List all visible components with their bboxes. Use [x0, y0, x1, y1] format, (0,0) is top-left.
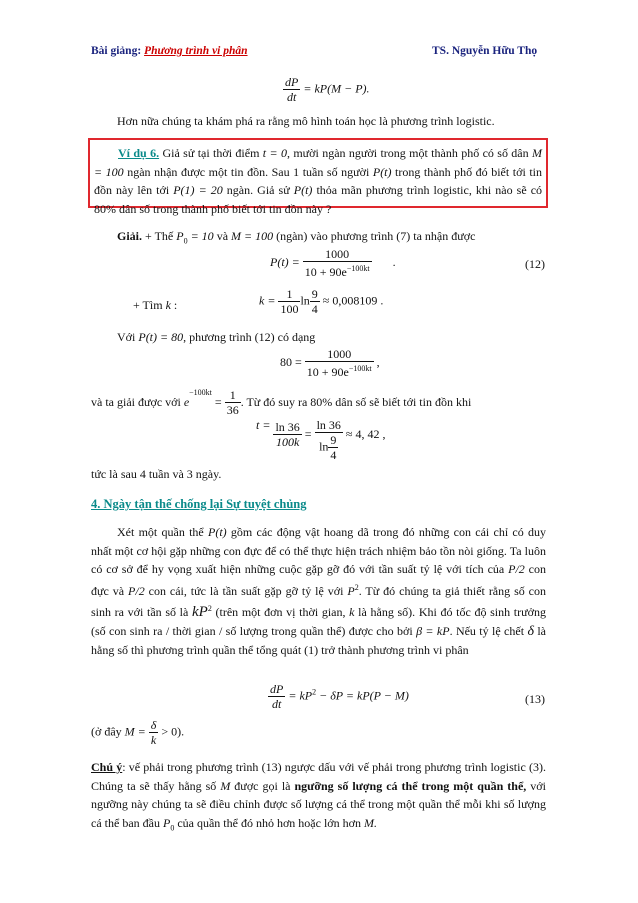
find-k-label: + Tìm k :	[133, 298, 178, 312]
header-course: Bài giảng: Phương trình vi phân	[91, 45, 248, 57]
with-text: Với P(t) = 80, phương trình (12) có dạng	[117, 330, 316, 344]
example-box	[88, 138, 548, 216]
equation-80: 80 = $\frac{1000}{10 + 90e^{-100kt}}$ ,	[280, 347, 380, 379]
equation-k: k = $\frac{1}{100}$ ln $\frac{9}{4}$ ≈ 0,008109 .	[259, 287, 384, 316]
population-paragraph: Xét một quần thể P(t) gồm các động vật hoang dã trong đó những con cái chỉ có duy nhất một cơ hội gặp những con đực để có thể thực hiện trách nhiệm bảo tồn nòi giống. Ta luôn có cơ sở để hy vọng xuất hiện những cuộc gặp gỡ đó với tần suất tỷ lệ với tích của P/2 con đực và P/2 con cái, tức là tần suất gặp gỡ tỷ lệ với $P^2$. Từ đó chúng ta giả thiết rằng số con sinh ra với tần số là $kP^2$ (trên một đơn vị thời gian, k là hằng số). Khi đó tốc độ sinh trưởng (số con sinh ra / thời gian / số lượng trong quần thể) được cho bởi β = kP. Nếu tỷ lệ chết δ là hằng số thì phương trình quần thể tổng quát (1) trở thành phương trình vi phân	[91, 525, 547, 657]
note-paragraph: Chú ý: vế phải trong phương trình (13) ngược dấu với vế phải trong phương trình logistic (3). Chúng ta sẽ thấy hằng số M được gọi là ngưỡng số lượng cá thể trong một quần thể, với ngưỡng này chúng ta sẽ điều chỉnh được số lượng cá thể trong một quần thể mỗi khi số lượng cá thể ban đầu $P_0$ của quần thể đó nhỏ hơn hoặc lớn hơn M.	[91, 760, 546, 832]
example-text: Ví dụ 6. Giả sử tại thời điểm t = 0, mười ngàn người trong một thành phố có số dân M = 100 ngàn nhận được một tin đồn. Sau 1 tuần số người P(t) trong thành phố đó biết tới tin đồn này lên tới P(1) = 20 ngàn. Giả sử P(t) thỏa mãn phương trình logistic, khi nào sẽ có 80% dân số trong thành phố biết tới tin đồn này ?	[94, 146, 543, 216]
solution-intro: Giải. + Thế $P_0 = 10$ và M = 100 (ngàn) vào phương trình (7) ta nhận được	[117, 229, 476, 246]
equation-top: $\frac{dP}{dt}$ = kP(M − P).	[285, 75, 370, 104]
equation-13: $\frac{dP}{dt}$ = $kP^2 - \delta P = kP(P - M)$	[270, 682, 409, 711]
course-link[interactable]: Phương trình vi phân	[144, 45, 248, 57]
header-author: TS. Nguyễn Hữu Thọ	[432, 45, 538, 57]
equation-12: P(t) = $\frac{1000}{10 + 90e^{-100kt}}$ .	[270, 247, 396, 279]
after-text: tức là sau 4 tuần và 3 ngày.	[91, 467, 222, 481]
equation-12-tag: (12)	[525, 257, 545, 271]
equation-t: t = $\frac{\ln 36}{100k}$ = ln 36 ln $\frac{9}{4}$ ≈ 4, 42 ,	[256, 418, 386, 462]
intro-text: Hơn nữa chúng ta khám phá ra rằng mô hình toán học là phương trình logistic.	[117, 114, 495, 128]
section-title: 4. Ngày tận thế chống lại Sự tuyệt chủng	[91, 497, 307, 511]
equation-13-tag: (13)	[525, 692, 545, 706]
solve-text: và ta giải được với $e^{-100kt}$ = $\frac{1}{36}$ . Từ đó suy ra 80% dân số sẽ biết tới tin đồn khi	[91, 388, 472, 417]
where-text: (ở đây M = $\frac{\delta}{k}$ > 0).	[91, 718, 185, 747]
